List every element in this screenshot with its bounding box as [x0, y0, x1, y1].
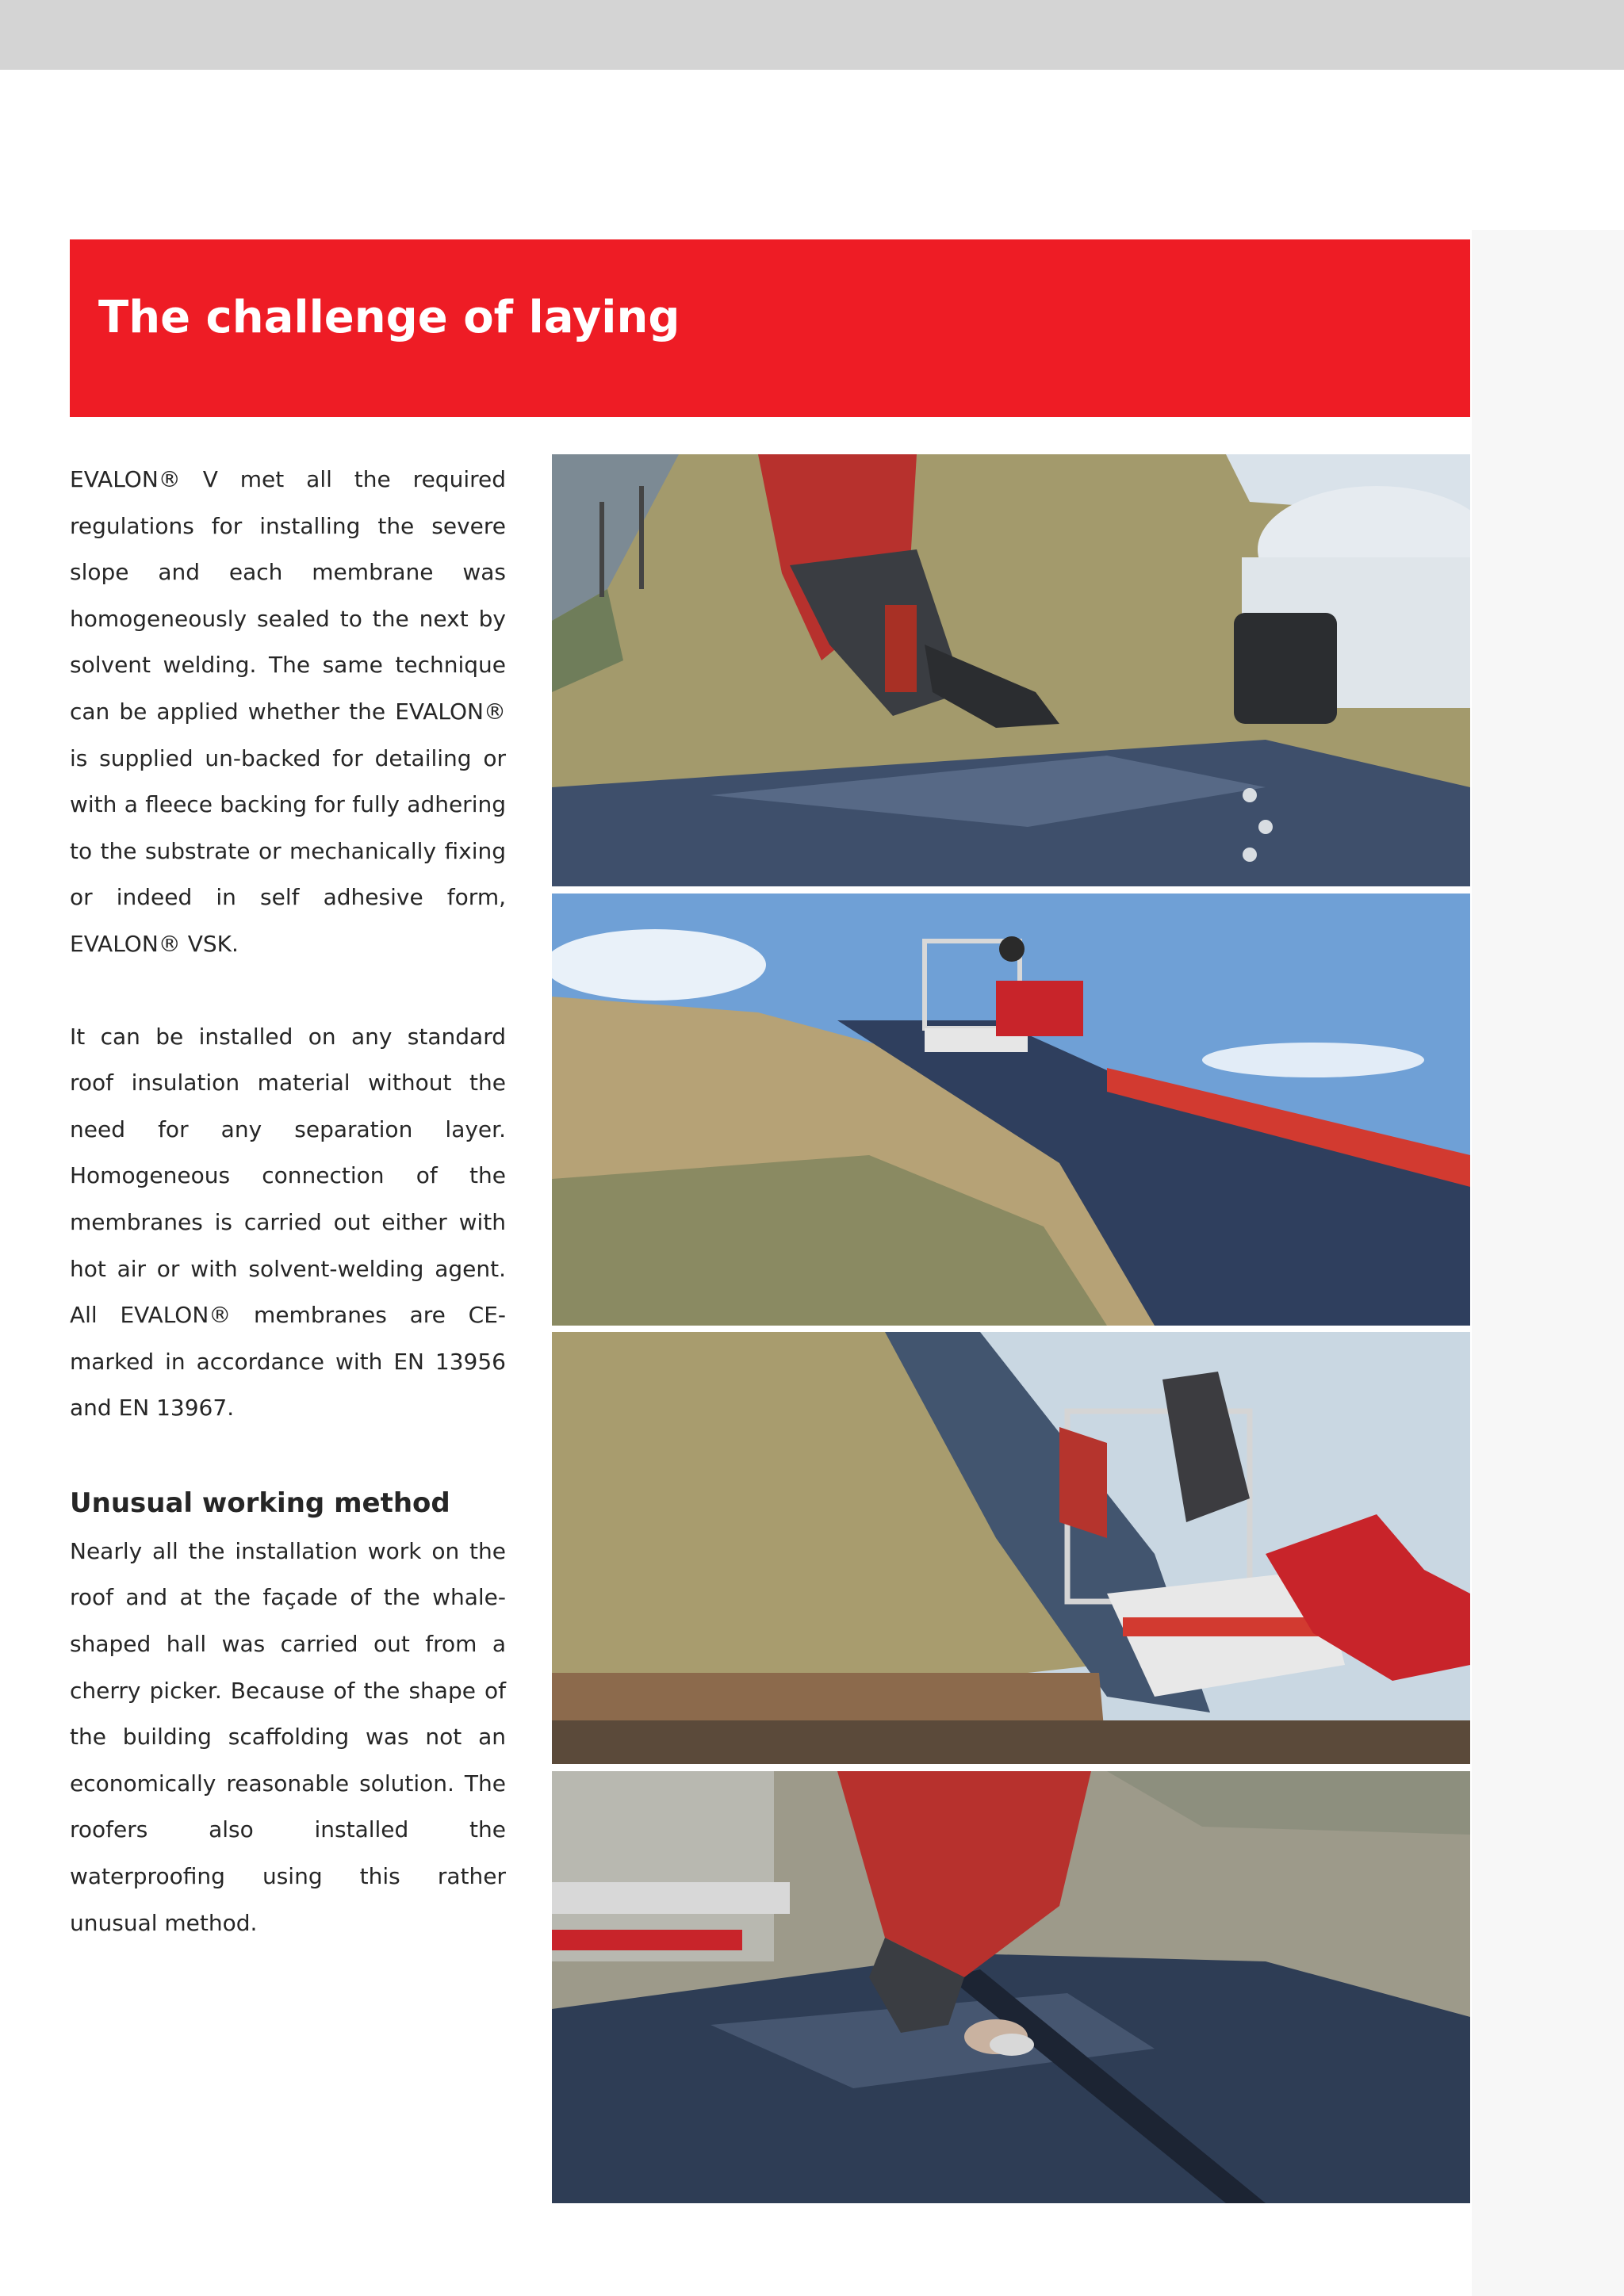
- page-edge: [1472, 230, 1624, 2296]
- page-title: The challenge of laying: [98, 292, 680, 343]
- section-body: Nearly all the installation work on the roof and at the façade of the whale-shaped hall was carried out from a cherry picker. Because of the shape of the building scaffolding was not an economically reasonable solution. The roofers also installed the waterproofing using this rather unusual method.: [70, 1537, 506, 1936]
- top-bar: [0, 0, 1624, 70]
- roofer-drilling-photo: [552, 454, 1470, 886]
- text-column: [70, 457, 506, 1992]
- paragraph-2: It can be installed on any standard roof insulation material without the need for any separation layer. Homogeneous connection of the membranes is carried out either with hot air or with solvent-welding agent. All EVALON® membranes are CE-marked in accordance with EN 13956 and EN 13967.: [70, 1023, 506, 1422]
- cherry-picker-roof-photo: [552, 894, 1470, 1326]
- seam-welding-photo: [552, 1771, 1470, 2203]
- title-banner: [70, 239, 1470, 417]
- cherry-picker-facade-photo: [552, 1332, 1470, 1764]
- section-heading: Unusual working method: [70, 1487, 450, 1519]
- paragraph-1: EVALON® V met all the required regulations for installing the severe slope and each membrane was homogeneously sealed to the next by solvent welding. The same technique can be applied whether the EVALON® is supplied un-backed for detailing or with a fleece backing for fully adhering to the substrate or mechanically fixing or indeed in self adhesive form, EVALON® VSK.: [70, 466, 506, 957]
